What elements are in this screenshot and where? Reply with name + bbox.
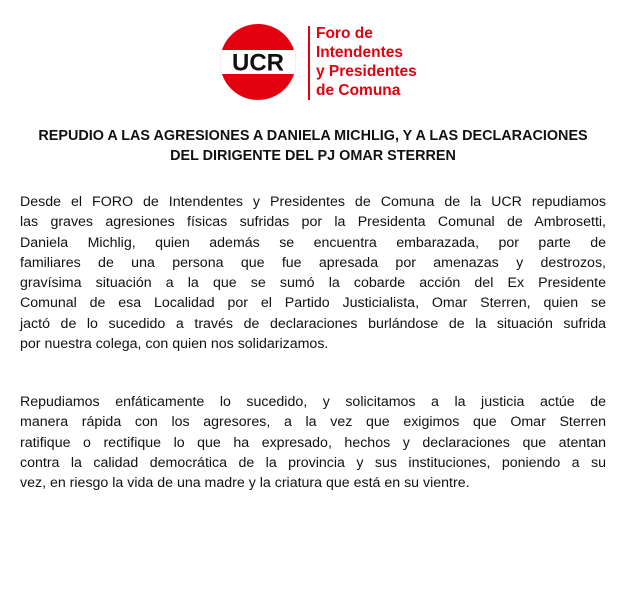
logo-divider [308,26,310,100]
paragraph-line: por nuestra colega, con quien nos solidarizamos. [20,336,329,353]
paragraph-line: vez, en riesgo la vida de una madre y la criatura que está en su vientre. [20,475,470,492]
paragraph-line: manera rápida con los agresores, a la vez que exigimos que Omar Sterren [20,414,606,431]
paragraph-line: Daniela Michlig, quien además se encuentra embarazada, por parte de [20,234,606,251]
ucr-emblem-icon [218,22,298,102]
paragraph-line: las graves agresiones físicas sufridas por la Presidenta Comunal de Ambrosetti, [20,214,606,231]
paragraph-line: gravísima situación a la que se sumó la cobarde acción del Ex Presidente [20,275,606,292]
logo-org-line: y Presidentes [316,63,417,80]
document-title [20,126,606,166]
logo-acronym: UCR [232,49,284,77]
paragraph-line: jactó de lo sucedido a través de declaraciones burlándose de la situación sufrida [20,315,606,332]
title-line: REPUDIO A LAS AGRESIONES A DANIELA MICHLIG, Y A LAS DECLARACIONES [38,128,588,144]
title-line: DEL DIRIGENTE DEL PJ OMAR STERREN [170,148,456,164]
paragraph-line: ratifique o rectifique lo que ha expresado, hechos y declaraciones que atentan [20,434,606,451]
logo-org-line: Foro de [316,25,373,42]
paragraph-1 [20,192,606,354]
paragraph-line: Repudiamos enfáticamente lo sucedido, y solicitamos a la justicia actúe de [20,394,606,410]
paragraph-line: familiares de una persona que fue apresada por amenazas y destrozos, [20,254,606,271]
paragraph-2 [20,392,606,493]
paragraph-line: Comunal de esa Localidad por el Partido Justicialista, Omar Sterren, quien se [20,295,606,312]
logo-org-line: Intendentes [316,44,403,61]
paragraph-line: Desde el FORO de Intendentes y Presidentes de Comuna de la UCR repudiamos [20,194,606,210]
logo-org-line: de Comuna [316,82,401,99]
logo-org-name [316,24,446,100]
ucr-logo [218,22,428,104]
paragraph-line: contra la calidad democrática de la provincia y sus instituciones, poniendo a su [20,454,606,471]
